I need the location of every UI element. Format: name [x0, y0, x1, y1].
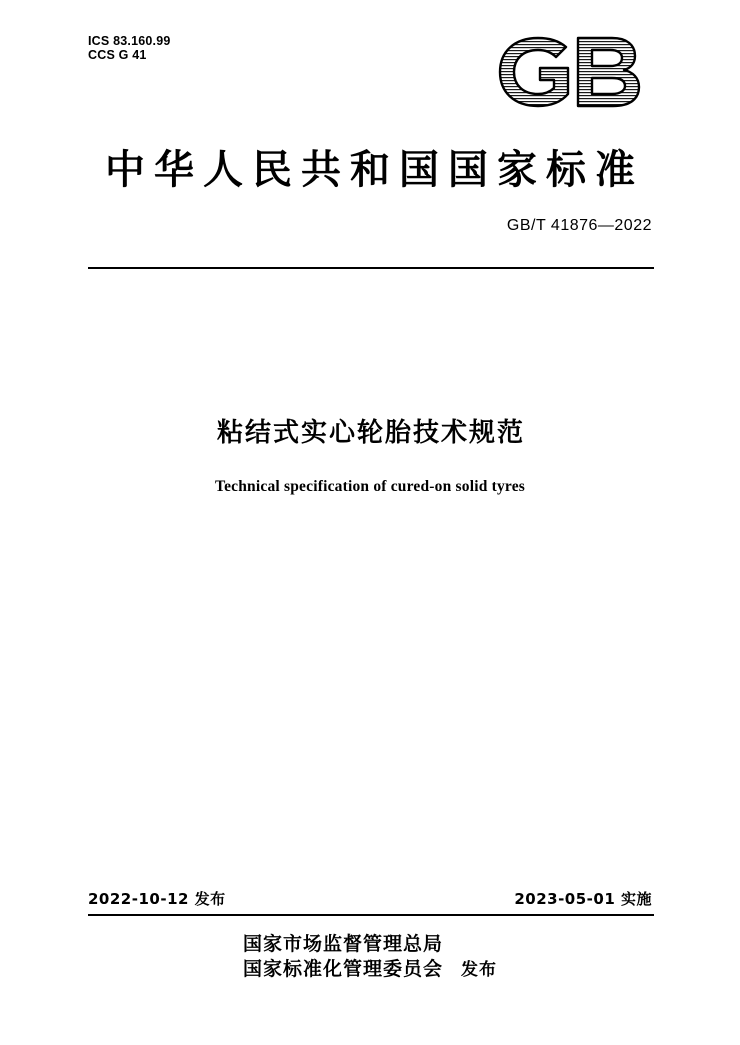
publisher-line-2: 国家标准化管理委员会 — [242, 958, 443, 980]
ics-code: ICS 83.160.99 — [88, 34, 171, 48]
implementation-date: 2023-05-01 实施 — [514, 890, 652, 908]
publisher-verb: 发布 — [461, 959, 497, 980]
document-title-english: Technical specification of cured-on solid tyres — [214, 478, 526, 495]
ccs-code: CCS G 41 — [88, 48, 147, 62]
classification-codes — [88, 34, 171, 62]
publisher-line-1: 国家市场监督管理总局 — [242, 933, 443, 955]
standard-number: GB/T 41876—2022 — [506, 217, 652, 234]
header-divider — [88, 267, 654, 269]
publisher-names — [243, 932, 443, 982]
footer-divider — [88, 914, 654, 916]
document-title-chinese: 粘结式实心轮胎技术规范 — [216, 418, 525, 448]
gb-emblem-icon — [494, 32, 654, 112]
publisher-block — [0, 932, 740, 982]
issue-date: 2022-10-12 发布 — [88, 890, 226, 908]
national-standard-title: 中华人民共和国国家标准 — [105, 146, 644, 193]
